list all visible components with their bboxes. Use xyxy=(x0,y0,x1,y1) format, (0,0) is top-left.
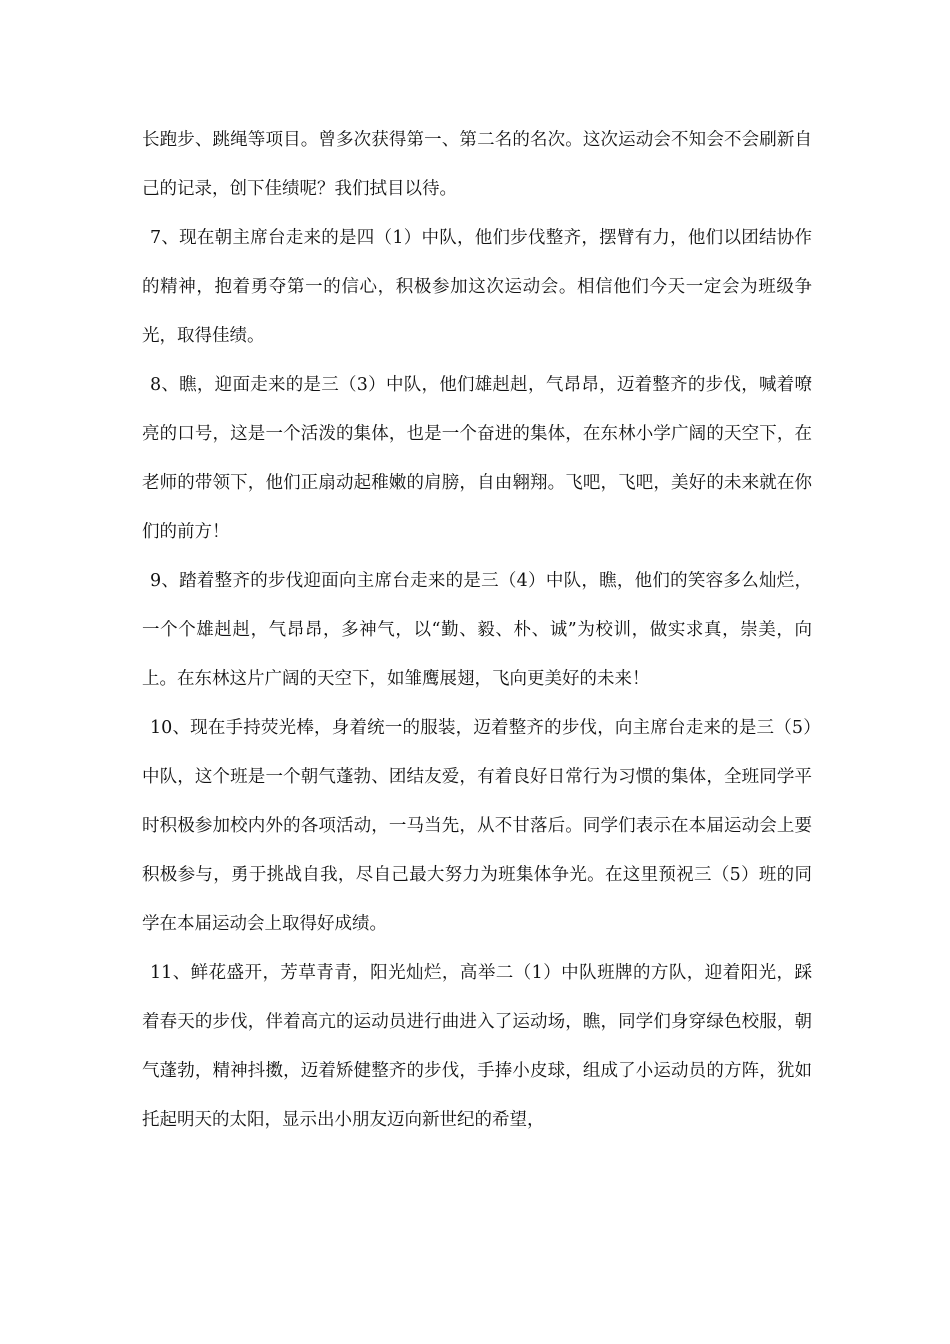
document-body xyxy=(142,116,812,1145)
paragraph-item-10: 10、现在手持荧光棒，身着统一的服装，迈着整齐的步伐，向主席台走来的是三（5）中队，这个班是一个朝气蓬勃、团结友爱，有着良好日常行为习惯的集体，全班同学平时积极参加校内外的各项活动，一马当先，从不甘落后。同学们表示在本届运动会上要积极参与，勇于挑战自我，尽自己最大努力为班集体争光。在这里预祝三（5）班的同学在本届运动会上取得好成绩。 xyxy=(142,718,812,934)
paragraph-item-9: 9、踏着整齐的步伐迎面向主席台走来的是三（4）中队，瞧，他们的笑容多么灿烂，一个个雄赳赳，气昂昂，多神气，以“勤、毅、朴、诚”为校训，做实求真，崇美，向上。在东林这片广阔的天空下，如雏鹰展翅，飞向更美好的未来！ xyxy=(142,571,812,689)
paragraph-continuation: 长跑步、跳绳等项目。曾多次获得第一、第二名的名次。这次运动会不知会不会刷新自己的记录，创下佳绩呢？我们拭目以待。 xyxy=(142,130,812,199)
paragraph-item-8: 8、瞧，迎面走来的是三（3）中队，他们雄赳赳，气昂昂，迈着整齐的步伐，喊着嘹亮的口号，这是一个活泼的集体，也是一个奋进的集体，在东林小学广阔的天空下，在老师的带领下，他们正扇动起稚嫩的肩膀，自由翱翔。飞吧，飞吧，美好的未来就在你们的前方！ xyxy=(142,375,812,542)
paragraph-item-7: 7、现在朝主席台走来的是四（1）中队，他们步伐整齐，摆臂有力，他们以团结协作的精神，抱着勇夺第一的信心，积极参加这次运动会。相信他们今天一定会为班级争光，取得佳绩。 xyxy=(142,228,812,346)
paragraph-item-11: 11、鲜花盛开，芳草青青，阳光灿烂，高举二（1）中队班牌的方队，迎着阳光，踩着春天的步伐，伴着高亢的运动员进行曲进入了运动场，瞧，同学们身穿绿色校服，朝气蓬勃，精神抖擞，迈着矫健整齐的步伐，手捧小皮球，组成了小运动员的方阵，犹如托起明天的太阳，显示出小朋友迈向新世纪的希望， xyxy=(142,963,812,1130)
